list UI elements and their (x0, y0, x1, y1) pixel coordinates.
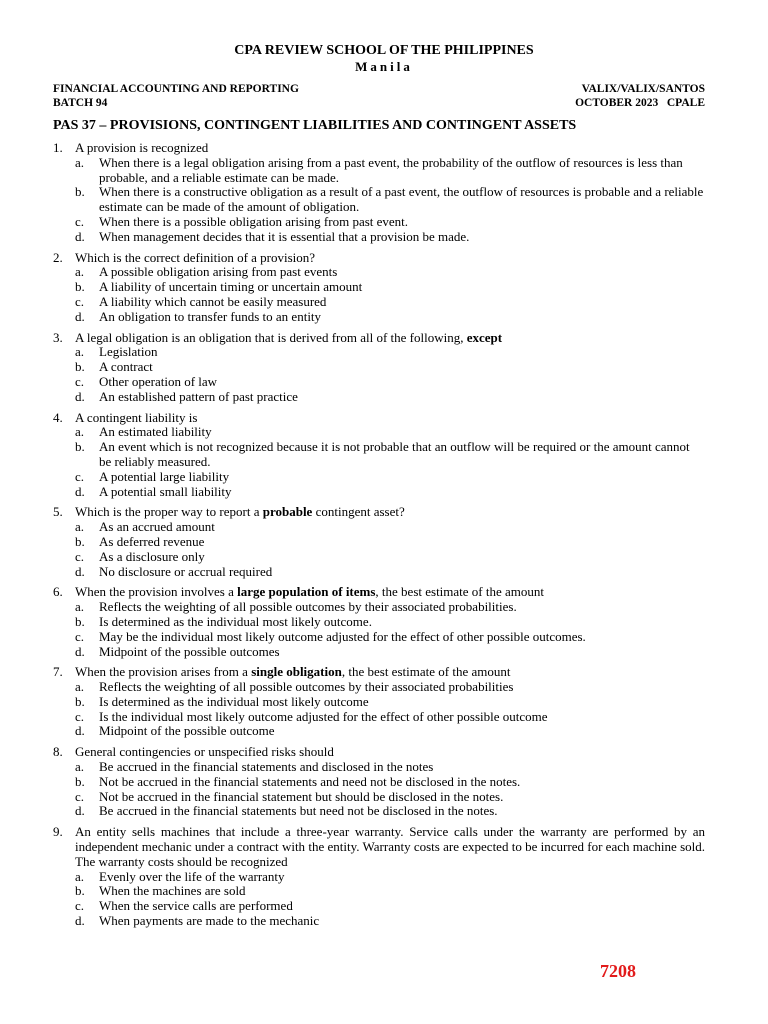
question-text (75, 251, 705, 266)
choice-text: Evenly over the life of the warranty (99, 868, 285, 884)
choice-text: When there is a possible obligation arising from past event. (99, 213, 409, 229)
choice-text: Not be accrued in the financial statements and need not be disclosed in the notes. (99, 773, 521, 789)
question-text-part: A provision is recognized (75, 140, 209, 155)
choice-letter: b. (75, 693, 85, 709)
choice-text: When the machines are sold (99, 883, 246, 899)
question-stem (53, 251, 705, 266)
question-number: 3. (53, 329, 63, 345)
choice-text: Midpoint of the possible outcomes (99, 643, 280, 659)
question-text-part: , the best estimate of the amount (341, 664, 511, 680)
answer-choice (53, 535, 705, 550)
answer-choice (53, 630, 705, 645)
page-code: 7208 (600, 961, 636, 981)
school-name: CPA REVIEW SCHOOL OF THE PHILIPPINES (234, 43, 534, 58)
choice-letter: c. (75, 898, 85, 914)
question-number: 1. (53, 140, 63, 155)
question-text (75, 411, 705, 426)
question-number: 8. (53, 744, 63, 760)
answer-choice (53, 345, 705, 360)
question-stem (53, 331, 705, 346)
question-item (53, 665, 705, 739)
choice-text: A contract (99, 359, 153, 375)
choice-text: Is the individual most likely outcome adjusted for the effect of other possible outcome (99, 708, 548, 724)
choice-letter: b. (75, 773, 85, 789)
question-text-part: When the provision involves a (75, 584, 238, 600)
question-stem (53, 745, 705, 760)
choice-text: An established pattern of past practice (99, 388, 298, 404)
choice-text: Midpoint of the possible outcome (99, 723, 275, 739)
choice-letter: d. (75, 803, 85, 819)
answer-choice (53, 185, 705, 215)
question-emphasis: single obligation (251, 664, 342, 680)
answer-choice (53, 470, 705, 485)
choice-letter: b. (75, 533, 85, 549)
choice-text: Not be accrued in the financial statement but should be disclosed in the notes. (99, 788, 504, 804)
choice-text: When payments are made to the mechanic (99, 913, 320, 929)
answer-choice (53, 724, 705, 739)
answer-choice (53, 360, 705, 375)
answer-choice (53, 550, 705, 565)
choice-text: Be accrued in the financial statements and disclosed in the notes (99, 759, 434, 775)
choice-text: As an accrued amount (99, 519, 215, 535)
answer-choice (53, 884, 705, 899)
question-item (53, 825, 705, 929)
question-text (75, 665, 705, 680)
answer-choice (53, 520, 705, 535)
question-stem (53, 141, 705, 156)
choice-text: Reflects the weighting of all possible outcomes by their associated probabilities (99, 679, 514, 695)
answer-choice (53, 914, 705, 929)
choice-letter: b. (75, 184, 85, 200)
choice-letter: a. (75, 679, 85, 695)
choice-letter: d. (75, 308, 85, 324)
question-item (53, 745, 705, 819)
question-item (53, 141, 705, 245)
question-number: 2. (53, 249, 63, 265)
choice-letter: c. (75, 468, 85, 484)
choice-letter: b. (75, 359, 85, 375)
question-item (53, 251, 705, 325)
choice-letter: d. (75, 388, 85, 404)
choice-text: Is determined as the individual most likely outcome. (99, 613, 372, 629)
question-number: 4. (53, 409, 63, 425)
question-text-part: contingent asset? (312, 504, 405, 520)
batch-label: BATCH 94 (53, 97, 108, 109)
choice-text: When there is a legal obligation arising from a past event, the probability of the outflow of resources is less than probable, and a reliable estimate can be made. (99, 154, 683, 185)
answer-choice (53, 775, 705, 790)
question-text (75, 331, 705, 346)
answer-choice (53, 790, 705, 805)
answer-choice (53, 680, 705, 695)
question-list (53, 141, 705, 935)
choice-letter: d. (75, 228, 85, 244)
question-number: 7. (53, 664, 63, 680)
answer-choice (53, 710, 705, 725)
question-number: 6. (53, 584, 63, 600)
authors-label: VALIX/VALIX/SANTOS (581, 83, 705, 95)
choice-letter: a. (75, 154, 85, 170)
choice-letter: c. (75, 373, 85, 389)
choice-text: As a disclosure only (99, 548, 205, 564)
choice-text: As deferred revenue (99, 533, 205, 549)
choice-text: A possible obligation arising from past events (99, 264, 338, 280)
question-text (75, 505, 705, 520)
choice-letter: c. (75, 548, 85, 564)
question-stem (53, 825, 705, 869)
choice-text: When the service calls are performed (99, 898, 293, 914)
question-stem (53, 411, 705, 426)
choice-letter: a. (75, 264, 85, 280)
answer-choice (53, 485, 705, 500)
course-meta (53, 82, 705, 110)
exam-label: OCTOBER 2023 CPALE (575, 97, 705, 109)
choice-text: May be the individual most likely outcome adjusted for the effect of other possible outcomes. (99, 628, 586, 644)
answer-choice (53, 695, 705, 710)
answer-choice (53, 440, 705, 470)
choice-text: A liability of uncertain timing or uncertain amount (99, 279, 363, 295)
choice-text: A liability which cannot be easily measured (99, 293, 327, 309)
choice-letter: a. (75, 424, 85, 440)
choice-text: An event which is not recognized because it is not probable that an outflow will be required or the amount cannot be reliably measured. (99, 439, 690, 469)
answer-choice (53, 425, 705, 440)
answer-choice (53, 600, 705, 615)
question-text (75, 141, 705, 156)
question-text-part: , the best estimate of the amount (375, 584, 545, 600)
answer-choice (53, 156, 705, 186)
answer-choice (53, 899, 705, 914)
choice-letter: d. (75, 723, 85, 739)
answer-choice (53, 230, 705, 245)
question-text-part: A legal obligation is an obligation that is derived from all of the following, (75, 329, 467, 345)
answer-choice (53, 295, 705, 310)
answer-choice (53, 760, 705, 775)
question-item (53, 331, 705, 405)
choice-letter: c. (75, 628, 85, 644)
answer-choice (53, 615, 705, 630)
choice-letter: d. (75, 913, 85, 929)
question-number: 5. (53, 504, 63, 520)
document-title: PAS 37 – PROVISIONS, CONTINGENT LIABILITIES AND CONTINGENT ASSETS (53, 118, 577, 133)
choice-text: A potential large liability (99, 468, 230, 484)
choice-text: When management decides that it is essential that a provision be made. (99, 228, 470, 244)
question-number: 9. (53, 824, 63, 840)
choice-text: Reflects the weighting of all possible outcomes by their associated probabilities. (99, 599, 517, 615)
choice-text: No disclosure or accrual required (99, 563, 273, 579)
answer-choice (53, 390, 705, 405)
question-text-part: Which is the proper way to report a (75, 504, 263, 520)
choice-letter: a. (75, 599, 85, 615)
answer-choice (53, 645, 705, 660)
choice-text: An obligation to transfer funds to an entity (99, 308, 322, 324)
choice-letter: c. (75, 293, 85, 309)
answer-choice (53, 310, 705, 325)
answer-choice (53, 375, 705, 390)
question-text (75, 585, 705, 600)
choice-text: An estimated liability (99, 424, 212, 440)
question-text (75, 825, 705, 869)
choice-text: Is determined as the individual most likely outcome (99, 693, 369, 709)
question-emphasis: large population of items (237, 584, 376, 600)
question-text-part: Which is the correct definition of a provision? (75, 249, 316, 265)
question-item (53, 411, 705, 500)
choice-letter: a. (75, 759, 85, 775)
answer-choice (53, 265, 705, 280)
answer-choice (53, 280, 705, 295)
choice-letter: b. (75, 613, 85, 629)
choice-letter: d. (75, 563, 85, 579)
choice-letter: a. (75, 868, 85, 884)
answer-choice (53, 870, 705, 885)
choice-text: A potential small liability (99, 483, 232, 499)
choice-letter: b. (75, 883, 85, 899)
question-emphasis: except (466, 329, 503, 345)
choice-letter: a. (75, 519, 85, 535)
choice-letter: a. (75, 344, 85, 360)
question-text (75, 745, 705, 760)
question-emphasis: probable (262, 504, 313, 520)
choice-letter: d. (75, 643, 85, 659)
question-text-part: When the provision arises from a (75, 664, 252, 680)
question-text-part: An entity sells machines that include a three-year warranty. Service calls under the warranty are performed by an independent mechanic under a contract with the entity. Warranty costs are expected to be incurred for each machine sold. The warranty costs should be recognized (75, 824, 705, 869)
question-stem (53, 505, 705, 520)
question-text-part: A contingent liability is (75, 409, 198, 425)
school-city: Manila (355, 59, 413, 74)
question-stem (53, 665, 705, 680)
choice-letter: c. (75, 213, 85, 229)
choice-text: When there is a constructive obligation as a result of a past event, the outflow of resources is probable and a reliable estimate can be made of the amount of obligation. (99, 184, 704, 215)
question-item (53, 505, 705, 579)
answer-choice (53, 215, 705, 230)
choice-text: Other operation of law (99, 373, 218, 389)
question-stem (53, 585, 705, 600)
question-text-part: General contingencies or unspecified risks should (75, 744, 334, 760)
answer-choice (53, 804, 705, 819)
choice-text: Be accrued in the financial statements but need not be disclosed in the notes. (99, 803, 498, 819)
question-item (53, 585, 705, 659)
subject-label: FINANCIAL ACCOUNTING AND REPORTING (53, 83, 299, 95)
choice-letter: d. (75, 483, 85, 499)
choice-letter: b. (75, 439, 85, 455)
choice-letter: c. (75, 788, 85, 804)
choice-letter: b. (75, 279, 85, 295)
answer-choice (53, 565, 705, 580)
choice-letter: c. (75, 708, 85, 724)
choice-text: Legislation (99, 344, 158, 360)
